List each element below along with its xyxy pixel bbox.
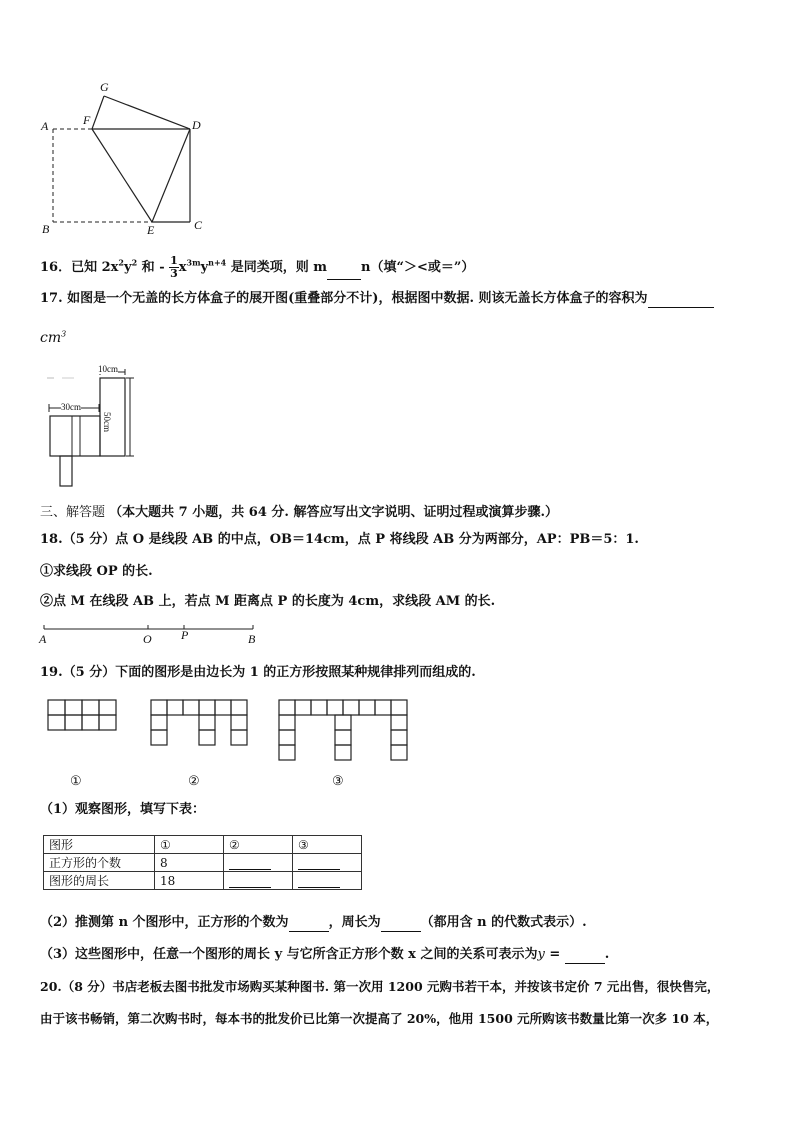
section-3-title: 三、解答题 [40, 505, 106, 520]
q19-line1: 19.（5 分）下面的图形是由边长为 1 的正方形按照某种规律排列而组成的. [40, 665, 476, 680]
answer-blank[interactable] [229, 873, 271, 888]
q20-line2: 由于该书畅销，第二次购书时，每本书的批发价已比第一次提高了 20%，他用 1500 元所购该书数量比第一次多 10 本， [40, 1011, 719, 1026]
box-dim-top: 10cm [98, 364, 118, 374]
folded-rectangle-svg [38, 78, 213, 238]
q18-line1: 18.（5 分）点 O 是线段 AB 的中点，OB＝14cm，点 P 将线段 AB 分为两部分，AP：PB＝5：1. [40, 532, 639, 547]
table-answer-cell[interactable] [224, 872, 293, 890]
q19-sub1: （1）观察图形，填写下表： [40, 802, 206, 817]
q16-exp2: 2 [131, 257, 138, 268]
point-p: P [181, 628, 189, 642]
point-o: O [143, 632, 152, 646]
q16-prefix: 16．已知 2x [40, 260, 119, 275]
q19-sub3-b: = [544, 947, 565, 962]
square-patterns-svg [40, 696, 420, 766]
label-g: G [100, 80, 109, 94]
label-f: F [83, 113, 91, 127]
box-dim-left: 30cm [61, 402, 81, 412]
answer-blank[interactable] [298, 855, 340, 870]
table-cell: 8 [155, 854, 224, 872]
table-header-cell: ① [155, 836, 224, 854]
table-header-cell: ③ [293, 836, 362, 854]
figure-box-net [42, 364, 142, 492]
q19-sub2 [40, 915, 587, 932]
q17-text: 17. 如图是一个无盖的长方体盒子的展开图(重叠部分不计)，根据图中数据. 则该无盖长方体盒子的容积为 [40, 291, 648, 306]
q19-sub2-a: （2）推测第 n 个图形中，正方形的个数为 [40, 915, 289, 930]
q16-term: x [178, 260, 187, 275]
section-3-note: （本大题共 7 小题，共 64 分. 解答应写出文字说明、证明过程或演算步骤.） [109, 505, 558, 520]
label-d: D [192, 118, 201, 132]
q17-answer-blank[interactable] [648, 291, 714, 308]
q19-sub2-c: （都用含 n 的代数式表示）. [420, 915, 587, 930]
q16-exp4: n+4 [208, 257, 227, 268]
table-answer-cell[interactable] [293, 872, 362, 890]
label-c: C [194, 218, 203, 232]
q16-frac-num: 1 [170, 254, 178, 267]
fig-label-2: ② [188, 774, 200, 789]
figure-line-segment [36, 620, 266, 648]
table-cell: 图形的周长 [44, 872, 155, 890]
table-header-cell: 图形 [44, 836, 155, 854]
answer-blank[interactable] [298, 873, 340, 888]
table-cell: 正方形的个数 [44, 854, 155, 872]
q19-relation-blank[interactable] [565, 947, 605, 964]
q16-exp3: 3m [186, 257, 201, 268]
table-row [44, 854, 362, 872]
q19-sub3 [40, 947, 609, 964]
figure-folded-rectangle [38, 78, 213, 238]
section-3-heading [40, 505, 558, 521]
table-answer-cell[interactable] [224, 854, 293, 872]
q16-frac-den: 3 [170, 267, 178, 280]
point-a: A [39, 632, 47, 646]
q16-suffix: 是同类项，则 m [226, 260, 328, 275]
fig-label-1: ① [70, 774, 82, 789]
q19-perimeter-blank[interactable] [381, 915, 421, 932]
q19-count-blank[interactable] [289, 915, 329, 932]
q19-sub2-b: ，周长为 [328, 915, 381, 930]
q19-sub3-c: . [604, 947, 610, 962]
answer-blank[interactable] [229, 855, 271, 870]
table-cell: 18 [155, 872, 224, 890]
q16-exp1: 2 [118, 257, 124, 268]
table-row [44, 872, 362, 890]
q18-line2: ①求线段 OP 的长. [40, 564, 153, 579]
question-17 [40, 291, 714, 308]
table-header-row [44, 836, 362, 854]
q16-fraction [169, 255, 179, 280]
table-answer-cell[interactable] [293, 854, 362, 872]
figure-square-patterns [40, 696, 420, 766]
q17-unit-text: cm [40, 330, 62, 346]
q17-unit-exp: 3 [61, 329, 67, 339]
q19-sub3-var: y [537, 947, 545, 962]
point-b: B [248, 632, 256, 646]
q19-table [43, 835, 362, 890]
q16-mid2: 和 - [137, 260, 170, 275]
q16-answer-blank[interactable] [327, 257, 361, 280]
box-net-svg [42, 364, 142, 492]
q17-unit [40, 330, 66, 346]
q16-mid1: y [124, 260, 132, 275]
box-dim-right: 50cm [102, 412, 112, 432]
label-b: B [42, 222, 50, 236]
q19-sub3-a: （3）这些图形中，任意一个图形的周长 y 与它所含正方形个数 x 之间的关系可表示为 [40, 947, 538, 962]
q18-line3: ②点 M 在线段 AB 上，若点 M 距离点 P 的长度为 4cm，求线段 AM 的长. [40, 594, 496, 609]
q20-line1: 20.（8 分）书店老板去图书批发市场购买某种图书. 第一次用 1200 元购书若干本，并按该书定价 7 元出售，很快售完， [40, 979, 720, 994]
fig-label-3: ③ [332, 774, 344, 789]
q16-after-blank: n（填“＞<或＝”） [361, 260, 475, 275]
table-header-cell: ② [224, 836, 293, 854]
label-e: E [147, 223, 155, 237]
question-16 [40, 254, 475, 280]
q16-term2: y [200, 260, 209, 275]
label-a: A [41, 119, 49, 133]
